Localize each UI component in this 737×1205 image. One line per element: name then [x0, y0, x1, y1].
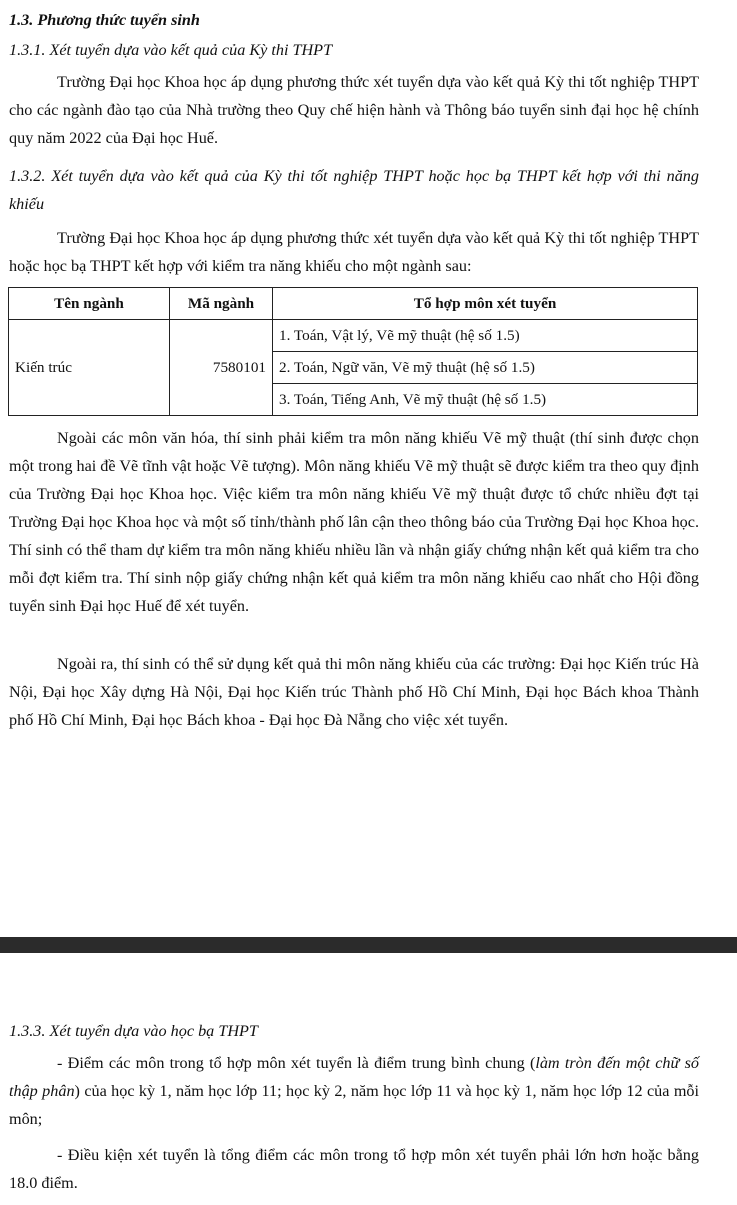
paragraph-sub1: Trường Đại học Khoa học áp dụng phương thức xét tuyển dựa vào kết quả Kỳ thi tốt nghiệp THPT cho các ngành đào tạo của Nhà trường theo Quy chế hiện hành và Thông báo tuyển sinh đại học hệ chính quy năm 2022 của Đại học Huế.	[9, 73, 699, 147]
header-major-name: Tên ngành	[9, 288, 170, 320]
cell-major-name: Kiến trúc	[9, 320, 170, 416]
bullet-1-text-a: - Điểm các môn trong tổ hợp môn xét tuyển là điểm trung bình chung (	[57, 1054, 536, 1072]
admission-table	[8, 287, 698, 416]
paragraph-other-schools: Ngoài ra, thí sinh có thể sử dụng kết quả thi môn năng khiếu của các trường: Đại học Kiến trúc Hà Nội, Đại học Xây dựng Hà Nội, Đại học Kiến trúc Thành phố Hồ Chí Minh, Đại học Bách khoa Thành phố Hồ Chí Minh, Đại học Bách khoa - Đại học Đà Nẵng cho việc xét tuyển.	[9, 655, 699, 729]
header-major-code: Mã ngành	[170, 288, 273, 320]
section-title: 1.3. Phương thức tuyển sinh	[9, 11, 200, 29]
cell-combination-3: 3. Toán, Tiếng Anh, Vẽ mỹ thuật (hệ số 1.5)	[273, 384, 698, 416]
subsection-title-1: 1.3.1. Xét tuyển dựa vào kết quả của Kỳ thi THPT	[9, 41, 333, 59]
bullet-1-text-italic: làm tròn đến một chữ số thập phân	[9, 1054, 699, 1100]
cell-combination-1: 1. Toán, Vật lý, Vẽ mỹ thuật (hệ số 1.5)	[273, 320, 698, 352]
subsection-title-3: 1.3.3. Xét tuyển dựa vào học bạ THPT	[9, 1022, 258, 1040]
bullet-point-2: - Điều kiện xét tuyển là tổng điểm các môn trong tổ hợp môn xét tuyển phải lớn hơn hoặc bằng 18.0 điểm.	[9, 1146, 699, 1192]
table-row	[9, 320, 698, 352]
subsection-title-2: 1.3.2. Xét tuyển dựa vào kết quả của Kỳ thi tốt nghiệp THPT hoặc học bạ THPT kết hợp với thi năng khiếu	[9, 167, 699, 213]
page-break-divider	[0, 937, 737, 953]
table-header-row	[9, 288, 698, 320]
cell-combination-2: 2. Toán, Ngữ văn, Vẽ mỹ thuật (hệ số 1.5)	[273, 352, 698, 384]
header-combination: Tổ hợp môn xét tuyển	[273, 288, 698, 320]
paragraph-sub2: Trường Đại học Khoa học áp dụng phương thức xét tuyển dựa vào kết quả Kỳ thi tốt nghiệp THPT hoặc học bạ THPT kết hợp với kiểm tra năng khiếu cho một ngành sau:	[9, 229, 699, 275]
paragraph-after-table: Ngoài các môn văn hóa, thí sinh phải kiểm tra môn năng khiếu Vẽ mỹ thuật (thí sinh được chọn một trong hai đề Vẽ tĩnh vật hoặc Vẽ tượng). Môn năng khiếu Vẽ mỹ thuật sẽ được kiểm tra theo quy định của Trường Đại học Khoa học. Việc kiểm tra môn năng khiếu Vẽ mỹ thuật được tổ chức nhiều đợt tại Trường Đại học Khoa học và một số tỉnh/thành phố lân cận theo thông báo của Trường Đại học Khoa học. Thí sinh có thể tham dự kiểm tra môn năng khiếu nhiều lần và nhận giấy chứng nhận kết quả kiểm tra cho mỗi đợt kiểm tra. Thí sinh nộp giấy chứng nhận kết quả kiểm tra môn năng khiếu cao nhất cho Hội đồng tuyển sinh Đại học Huế để xét tuyển.	[9, 429, 699, 615]
bullet-1-text-b: ) của học kỳ 1, năm học lớp 11; học kỳ 2, năm học lớp 11 và học kỳ 1, năm học lớp 12 của mỗi môn;	[9, 1082, 700, 1128]
cell-major-code: 7580101	[170, 320, 273, 416]
bullet-point-1	[9, 1049, 699, 1133]
